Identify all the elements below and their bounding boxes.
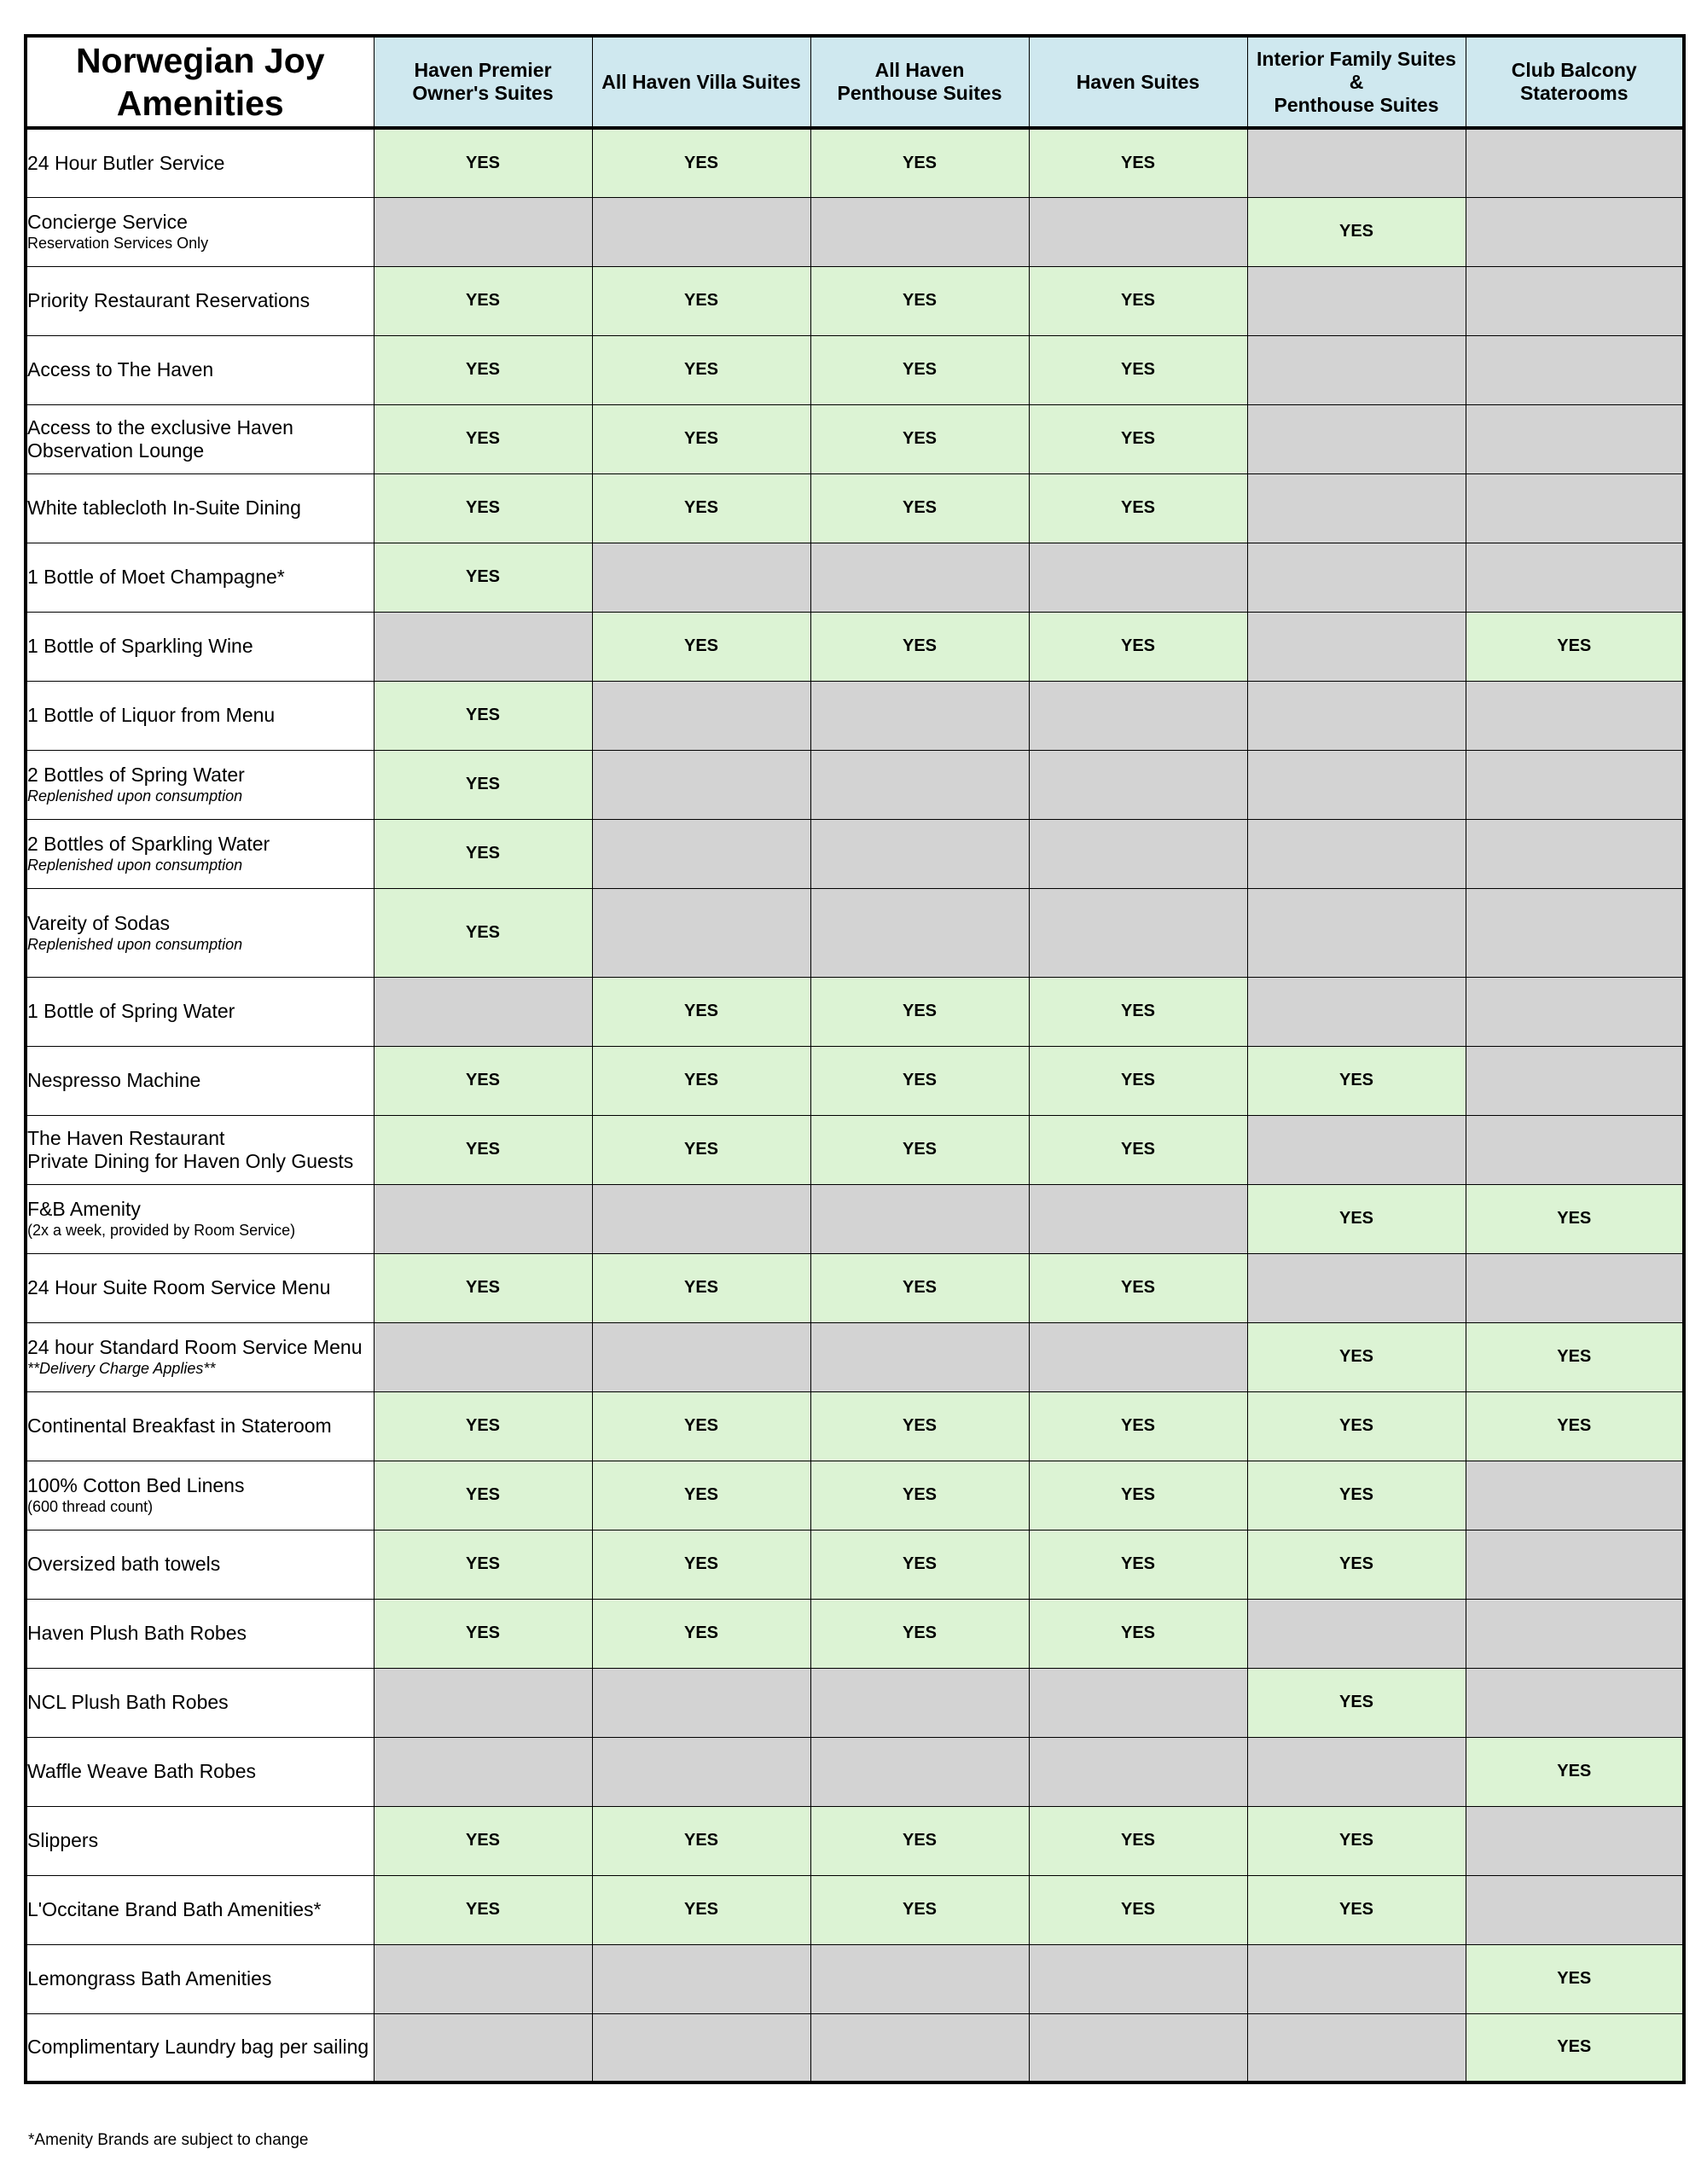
yes-cell: YES [1029, 128, 1247, 197]
yes-cell: YES [1466, 1391, 1684, 1461]
yes-cell: YES [1247, 1184, 1466, 1253]
empty-cell [1466, 1599, 1684, 1668]
yes-cell: YES [810, 1046, 1029, 1115]
yes-cell: YES [1247, 1875, 1466, 1944]
amenity-name: Access to the exclusive Haven Observation Lounge [27, 415, 293, 462]
column-header-haven-suites: Haven Suites [1029, 36, 1247, 128]
empty-cell [1466, 1668, 1684, 1737]
amenity-label-cell [26, 2013, 374, 2082]
empty-cell [1029, 197, 1247, 266]
amenity-label-cell [26, 1253, 374, 1322]
amenity-label-cell [26, 1461, 374, 1530]
yes-cell: YES [1247, 1806, 1466, 1875]
empty-cell [592, 888, 810, 977]
empty-cell [1466, 197, 1684, 266]
amenity-label-cell [26, 750, 374, 819]
empty-cell [1029, 1668, 1247, 1737]
table-row [26, 2013, 1684, 2082]
table-row [26, 977, 1684, 1046]
empty-cell [592, 1184, 810, 1253]
empty-cell [1029, 1944, 1247, 2013]
table-row [26, 404, 1684, 473]
empty-cell [1466, 1806, 1684, 1875]
amenity-label-cell [26, 1875, 374, 1944]
empty-cell [1247, 404, 1466, 473]
yes-cell: YES [1029, 473, 1247, 543]
yes-cell: YES [810, 1599, 1029, 1668]
empty-cell [374, 2013, 592, 2082]
amenity-name: 2 Bottles of Spring Water [27, 764, 245, 786]
table-row [26, 1875, 1684, 1944]
amenity-label-cell [26, 1530, 374, 1599]
yes-cell: YES [592, 335, 810, 404]
empty-cell [1247, 1253, 1466, 1322]
yes-cell: YES [1029, 1599, 1247, 1668]
amenity-label-cell [26, 543, 374, 612]
yes-cell: YES [1247, 1391, 1466, 1461]
empty-cell [1029, 750, 1247, 819]
empty-cell [1247, 1944, 1466, 2013]
yes-cell: YES [592, 612, 810, 681]
yes-cell: YES [592, 1806, 810, 1875]
empty-cell [810, 819, 1029, 888]
empty-cell [1029, 543, 1247, 612]
empty-cell [810, 543, 1029, 612]
yes-cell: YES [1029, 1530, 1247, 1599]
yes-cell: YES [810, 128, 1029, 197]
yes-cell: YES [374, 681, 592, 750]
empty-cell [810, 1668, 1029, 1737]
yes-cell: YES [592, 1115, 810, 1184]
amenity-name: White tablecloth In-Suite Dining [27, 497, 301, 519]
yes-cell: YES [1029, 1115, 1247, 1184]
yes-cell: YES [592, 266, 810, 335]
empty-cell [1466, 750, 1684, 819]
yes-cell: YES [1466, 2013, 1684, 2082]
empty-cell [1029, 1322, 1247, 1391]
empty-cell [374, 1184, 592, 1253]
yes-cell: YES [810, 335, 1029, 404]
yes-cell: YES [1247, 1461, 1466, 1530]
empty-cell [1029, 681, 1247, 750]
empty-cell [1247, 888, 1466, 977]
empty-cell [1247, 1737, 1466, 1806]
yes-cell: YES [1466, 612, 1684, 681]
yes-cell: YES [374, 750, 592, 819]
amenity-label-cell [26, 1322, 374, 1391]
amenity-name: 24 Hour Suite Room Service Menu [27, 1276, 331, 1298]
amenity-name: 1 Bottle of Moet Champagne* [27, 566, 285, 588]
yes-cell: YES [1466, 1184, 1684, 1253]
empty-cell [1029, 888, 1247, 977]
empty-cell [592, 819, 810, 888]
empty-cell [1247, 128, 1466, 197]
amenity-name: 1 Bottle of Sparkling Wine [27, 635, 253, 657]
yes-cell: YES [592, 1875, 810, 1944]
yes-cell: YES [1247, 1322, 1466, 1391]
yes-cell: YES [810, 404, 1029, 473]
empty-cell [1466, 1530, 1684, 1599]
yes-cell: YES [592, 977, 810, 1046]
empty-cell [1466, 1115, 1684, 1184]
yes-cell: YES [592, 1530, 810, 1599]
amenity-label-cell [26, 681, 374, 750]
amenity-note: Reservation Services Only [27, 235, 209, 252]
empty-cell [1029, 1737, 1247, 1806]
empty-cell [1247, 1599, 1466, 1668]
empty-cell [592, 1322, 810, 1391]
empty-cell [810, 750, 1029, 819]
yes-cell: YES [592, 1461, 810, 1530]
empty-cell [1247, 977, 1466, 1046]
amenity-name: The Haven Restaurant Private Dining for Haven Only Guests [27, 1126, 354, 1172]
amenity-note: **Delivery Charge Applies** [27, 1360, 216, 1377]
amenity-label-cell [26, 335, 374, 404]
yes-cell: YES [1029, 1046, 1247, 1115]
amenity-label-cell [26, 1391, 374, 1461]
yes-cell: YES [374, 1530, 592, 1599]
amenity-label-cell [26, 1737, 374, 1806]
yes-cell: YES [1466, 1322, 1684, 1391]
amenity-name: F&B Amenity [27, 1198, 141, 1220]
yes-cell: YES [810, 1461, 1029, 1530]
empty-cell [374, 1944, 592, 2013]
empty-cell [1029, 1184, 1247, 1253]
empty-cell [1466, 1875, 1684, 1944]
empty-cell [810, 1184, 1029, 1253]
amenity-label-cell [26, 473, 374, 543]
yes-cell: YES [592, 473, 810, 543]
amenity-label-cell [26, 1115, 374, 1184]
amenity-name: Concierge Service [27, 211, 188, 233]
amenity-note: Replenished upon consumption [27, 935, 243, 953]
empty-cell [810, 681, 1029, 750]
column-header-all-haven-penthouse-suites: All Haven Penthouse Suites [810, 36, 1029, 128]
amenity-name: Complimentary Laundry bag per sailing [27, 2036, 369, 2059]
amenity-name: 24 Hour Butler Service [27, 151, 225, 174]
yes-cell: YES [374, 128, 592, 197]
amenity-name: Nespresso Machine [27, 1069, 201, 1091]
column-header-all-haven-villa-suites: All Haven Villa Suites [592, 36, 810, 128]
table-row [26, 128, 1684, 197]
yes-cell: YES [1247, 1668, 1466, 1737]
amenity-name: 1 Bottle of Liquor from Menu [27, 704, 276, 726]
amenity-label-cell [26, 612, 374, 681]
yes-cell: YES [592, 1391, 810, 1461]
yes-cell: YES [1029, 1461, 1247, 1530]
yes-cell: YES [810, 977, 1029, 1046]
yes-cell: YES [810, 1391, 1029, 1461]
yes-cell: YES [374, 1806, 592, 1875]
amenity-name: 2 Bottles of Sparkling Water [27, 833, 270, 855]
empty-cell [1247, 819, 1466, 888]
amenity-label-cell [26, 1184, 374, 1253]
table-row [26, 543, 1684, 612]
amenity-label-cell [26, 128, 374, 197]
yes-cell: YES [374, 1875, 592, 1944]
amenity-name: 100% Cotton Bed Linens [27, 1474, 245, 1496]
yes-cell: YES [374, 1046, 592, 1115]
amenity-label-cell [26, 977, 374, 1046]
yes-cell: YES [374, 1253, 592, 1322]
yes-cell: YES [1247, 197, 1466, 266]
empty-cell [592, 197, 810, 266]
amenity-label-cell [26, 266, 374, 335]
yes-cell: YES [810, 612, 1029, 681]
empty-cell [1466, 1046, 1684, 1115]
yes-cell: YES [374, 404, 592, 473]
empty-cell [810, 197, 1029, 266]
empty-cell [592, 750, 810, 819]
amenity-note: (2x a week, provided by Room Service) [27, 1222, 296, 1239]
empty-cell [1247, 335, 1466, 404]
amenity-name: Slippers [27, 1829, 99, 1851]
table-row [26, 819, 1684, 888]
yes-cell: YES [1247, 1530, 1466, 1599]
empty-cell [1029, 819, 1247, 888]
yes-cell: YES [810, 1875, 1029, 1944]
yes-cell: YES [374, 1461, 592, 1530]
table-row [26, 1737, 1684, 1806]
empty-cell [1466, 1253, 1684, 1322]
empty-cell [1466, 1461, 1684, 1530]
amenity-name: Haven Plush Bath Robes [27, 1622, 247, 1644]
empty-cell [1247, 473, 1466, 543]
amenity-name: Oversized bath towels [27, 1553, 221, 1575]
amenity-name: NCL Plush Bath Robes [27, 1691, 229, 1713]
table-row [26, 197, 1684, 266]
column-header-interior-family-penthouse-suites: Interior Family Suites & Penthouse Suites [1247, 36, 1466, 128]
yes-cell: YES [592, 1253, 810, 1322]
amenity-label-cell [26, 1046, 374, 1115]
amenity-note: Replenished upon consumption [27, 857, 243, 874]
yes-cell: YES [374, 335, 592, 404]
table-row [26, 335, 1684, 404]
footnote: *Amenity Brands are subject to change [28, 2131, 309, 2149]
column-header-club-balcony-staterooms: Club Balcony Staterooms [1466, 36, 1684, 128]
yes-cell: YES [810, 266, 1029, 335]
empty-cell [592, 1737, 810, 1806]
yes-cell: YES [810, 1806, 1029, 1875]
empty-cell [1247, 1115, 1466, 1184]
empty-cell [1247, 750, 1466, 819]
yes-cell: YES [1029, 1806, 1247, 1875]
empty-cell [1247, 2013, 1466, 2082]
table-row [26, 1391, 1684, 1461]
amenity-name: Lemongrass Bath Amenities [27, 1967, 272, 1989]
empty-cell [1247, 266, 1466, 335]
empty-cell [810, 2013, 1029, 2082]
yes-cell: YES [1029, 612, 1247, 681]
empty-cell [374, 197, 592, 266]
empty-cell [1466, 888, 1684, 977]
empty-cell [1466, 404, 1684, 473]
yes-cell: YES [810, 473, 1029, 543]
empty-cell [1466, 335, 1684, 404]
yes-cell: YES [374, 1599, 592, 1668]
empty-cell [1466, 128, 1684, 197]
empty-cell [374, 1322, 592, 1391]
amenity-note: (600 thread count) [27, 1498, 154, 1515]
amenity-name: 24 hour Standard Room Service Menu [27, 1336, 363, 1358]
empty-cell [1466, 266, 1684, 335]
yes-cell: YES [1029, 266, 1247, 335]
table-row [26, 1461, 1684, 1530]
amenities-table [24, 34, 1686, 2084]
yes-cell: YES [592, 1046, 810, 1115]
empty-cell [374, 1737, 592, 1806]
table-row [26, 1046, 1684, 1115]
empty-cell [810, 1322, 1029, 1391]
empty-cell [1247, 612, 1466, 681]
yes-cell: YES [1029, 977, 1247, 1046]
table-row [26, 1530, 1684, 1599]
yes-cell: YES [1029, 404, 1247, 473]
empty-cell [1247, 681, 1466, 750]
yes-cell: YES [1466, 1737, 1684, 1806]
yes-cell: YES [810, 1530, 1029, 1599]
amenity-label-cell [26, 1599, 374, 1668]
empty-cell [1466, 473, 1684, 543]
amenity-name: Vareity of Sodas [27, 911, 171, 934]
empty-cell [592, 543, 810, 612]
yes-cell: YES [592, 1599, 810, 1668]
yes-cell: YES [374, 819, 592, 888]
yes-cell: YES [810, 1115, 1029, 1184]
table-row [26, 888, 1684, 977]
yes-cell: YES [592, 128, 810, 197]
amenity-label-cell [26, 819, 374, 888]
yes-cell: YES [1029, 1391, 1247, 1461]
yes-cell: YES [374, 1391, 592, 1461]
amenity-note: Replenished upon consumption [27, 787, 243, 804]
yes-cell: YES [1029, 1253, 1247, 1322]
empty-cell [592, 681, 810, 750]
amenity-name: Waffle Weave Bath Robes [27, 1760, 257, 1782]
empty-cell [592, 1668, 810, 1737]
amenity-name: Continental Breakfast in Stateroom [27, 1414, 332, 1437]
empty-cell [592, 2013, 810, 2082]
table-row [26, 266, 1684, 335]
table-row [26, 1115, 1684, 1184]
amenity-label-cell [26, 197, 374, 266]
amenity-label-cell [26, 1806, 374, 1875]
empty-cell [1247, 543, 1466, 612]
empty-cell [1466, 681, 1684, 750]
empty-cell [810, 1944, 1029, 2013]
amenity-name: Priority Restaurant Reservations [27, 289, 311, 311]
table-row [26, 750, 1684, 819]
empty-cell [374, 1668, 592, 1737]
table-row [26, 612, 1684, 681]
amenity-label-cell [26, 1944, 374, 2013]
amenity-name: Access to The Haven [27, 358, 214, 380]
table-row [26, 1806, 1684, 1875]
table-row [26, 1184, 1684, 1253]
table-row [26, 473, 1684, 543]
header-row [26, 36, 1684, 128]
yes-cell: YES [1247, 1046, 1466, 1115]
table-body [26, 128, 1684, 2082]
amenity-label-cell [26, 1668, 374, 1737]
amenity-label-cell [26, 888, 374, 977]
yes-cell: YES [374, 543, 592, 612]
table-row [26, 1944, 1684, 2013]
yes-cell: YES [374, 473, 592, 543]
amenity-name: 1 Bottle of Spring Water [27, 1000, 235, 1022]
yes-cell: YES [1466, 1944, 1684, 2013]
table-row [26, 1668, 1684, 1737]
table-row [26, 681, 1684, 750]
yes-cell: YES [374, 266, 592, 335]
empty-cell [374, 977, 592, 1046]
empty-cell [374, 612, 592, 681]
yes-cell: YES [374, 1115, 592, 1184]
yes-cell: YES [810, 1253, 1029, 1322]
empty-cell [1029, 2013, 1247, 2082]
empty-cell [1466, 819, 1684, 888]
table-row [26, 1322, 1684, 1391]
empty-cell [810, 1737, 1029, 1806]
column-header-haven-premier-owners-suites: Haven Premier Owner's Suites [374, 36, 592, 128]
empty-cell [810, 888, 1029, 977]
table-row [26, 1599, 1684, 1668]
table-title: Norwegian Joy Amenities [26, 36, 374, 128]
empty-cell [592, 1944, 810, 2013]
yes-cell: YES [1029, 335, 1247, 404]
yes-cell: YES [1029, 1875, 1247, 1944]
table-row [26, 1253, 1684, 1322]
empty-cell [1466, 977, 1684, 1046]
empty-cell [1466, 543, 1684, 612]
yes-cell: YES [374, 888, 592, 977]
amenity-name: L'Occitane Brand Bath Amenities* [27, 1898, 322, 1920]
yes-cell: YES [592, 404, 810, 473]
amenity-label-cell [26, 404, 374, 473]
